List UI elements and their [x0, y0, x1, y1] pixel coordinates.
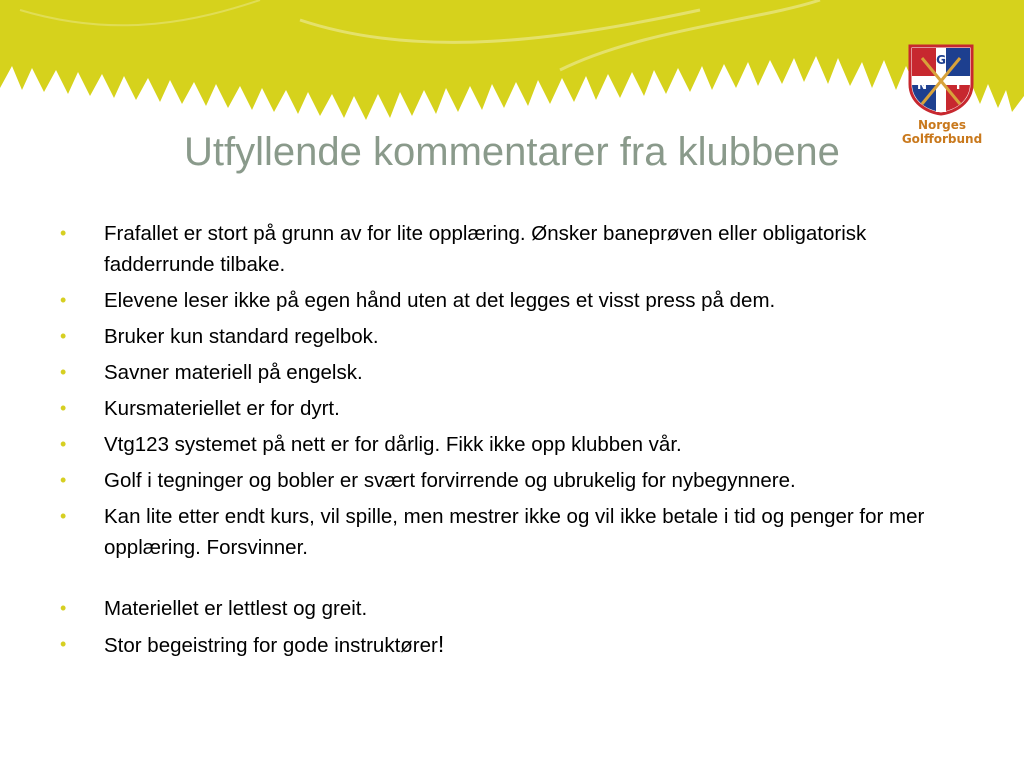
bullet-text: Kursmateriellet er for dyrt.	[104, 397, 340, 420]
bullet-text: Stor begeistring for gode instruktører	[104, 634, 438, 657]
bullet-item	[60, 593, 980, 624]
bullet-text: Savner materiell på engelsk.	[104, 361, 363, 384]
bullet-icon: •	[60, 434, 67, 454]
bullet-item	[60, 218, 980, 280]
bullet-item	[60, 321, 980, 352]
slide-title: Utfyllende kommentarer fra klubbene	[184, 130, 840, 174]
bullet-icon: •	[60, 290, 67, 310]
bullet-item	[60, 429, 980, 460]
bullet-icon: •	[60, 326, 67, 346]
bullet-text: Elevene leser ikke på egen hånd uten at det legges et visst press på dem.	[104, 289, 776, 312]
bullet-item	[60, 629, 980, 661]
bullet-icon: •	[60, 223, 67, 243]
bullet-exclamation: !	[437, 631, 445, 657]
bullet-icon: •	[60, 506, 67, 526]
slide-content	[60, 218, 980, 666]
logo-letter-g: G	[936, 53, 946, 67]
bullet-item	[60, 465, 980, 496]
logo-line-1: Norges	[917, 118, 967, 132]
bullet-icon: •	[60, 398, 67, 418]
logo-letter-n: N	[916, 78, 928, 92]
bullet-item	[60, 357, 980, 388]
logo-letter-f: F	[955, 78, 965, 92]
bullet-item	[60, 501, 980, 563]
bullet-text: Kan lite etter endt kurs, vil spille, men mestrer ikke og vil ikke betale i tid og penger for mer opplæring. Forsvinner.	[104, 505, 925, 559]
bullet-text: Bruker kun standard regelbok.	[104, 325, 379, 348]
bullet-text: Materiellet er lettlest og greit.	[104, 597, 368, 620]
bullet-item	[60, 393, 980, 424]
bullet-text: Vtg123 systemet på nett er for dårlig. Fikk ikke opp klubben vår.	[104, 433, 682, 456]
bullet-text: Golf i tegninger og bobler er svært forvirrende og ubrukelig for nybegynnere.	[104, 469, 796, 492]
bullet-icon: •	[60, 634, 67, 654]
bullet-list	[60, 218, 980, 661]
bullet-icon: •	[60, 362, 67, 382]
bullet-text: Frafallet er stort på grunn av for lite opplæring. Ønsker baneprøven eller obligatorisk fadderrunde tilbake.	[104, 222, 867, 276]
bullet-item	[60, 285, 980, 316]
bullet-icon: •	[60, 470, 67, 490]
logo-line-2: Golfforbund	[901, 132, 983, 146]
grass-header-band	[0, 0, 1024, 140]
ngf-shield-icon	[908, 44, 974, 116]
bullet-icon: •	[60, 598, 67, 618]
